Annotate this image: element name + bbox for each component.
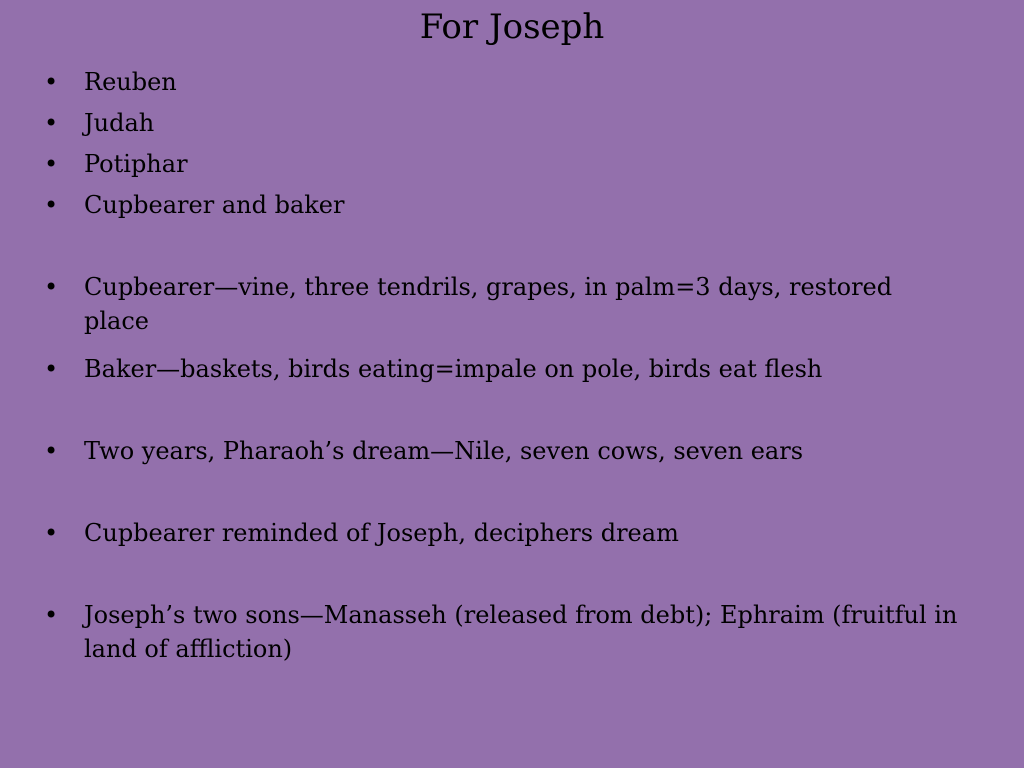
bullet-marker: • xyxy=(44,355,59,383)
bullet-marker: • xyxy=(44,273,59,301)
list-item-text: Cupbearer reminded of Joseph, deciphers dream xyxy=(84,519,679,547)
list-item-text: Judah xyxy=(84,109,155,137)
slide-title: For Joseph xyxy=(419,7,605,47)
bullet-marker: • xyxy=(44,109,59,137)
bullet-marker: • xyxy=(44,68,59,96)
list-item-text: Baker—baskets, birds eating=impale on pole, birds eat flesh xyxy=(84,355,823,383)
list-item-text: Joseph’s two sons—Manasseh (released from debt); Ephraim (fruitful in land of affliction) xyxy=(84,601,958,663)
list-item-text: Potiphar xyxy=(84,150,188,178)
bullet-marker: • xyxy=(44,437,59,465)
bullet-marker: • xyxy=(44,150,59,178)
list-item-text: Two years, Pharaoh’s dream—Nile, seven cows, seven ears xyxy=(84,437,804,465)
bullet-marker: • xyxy=(44,191,59,219)
list-item-text: Cupbearer—vine, three tendrils, grapes, in palm=3 days, restored place xyxy=(84,273,893,335)
bullet-marker: • xyxy=(44,519,59,547)
bullet-marker: • xyxy=(44,601,59,629)
list-item-text: Cupbearer and baker xyxy=(84,191,345,219)
list-item-text: Reuben xyxy=(84,68,177,96)
